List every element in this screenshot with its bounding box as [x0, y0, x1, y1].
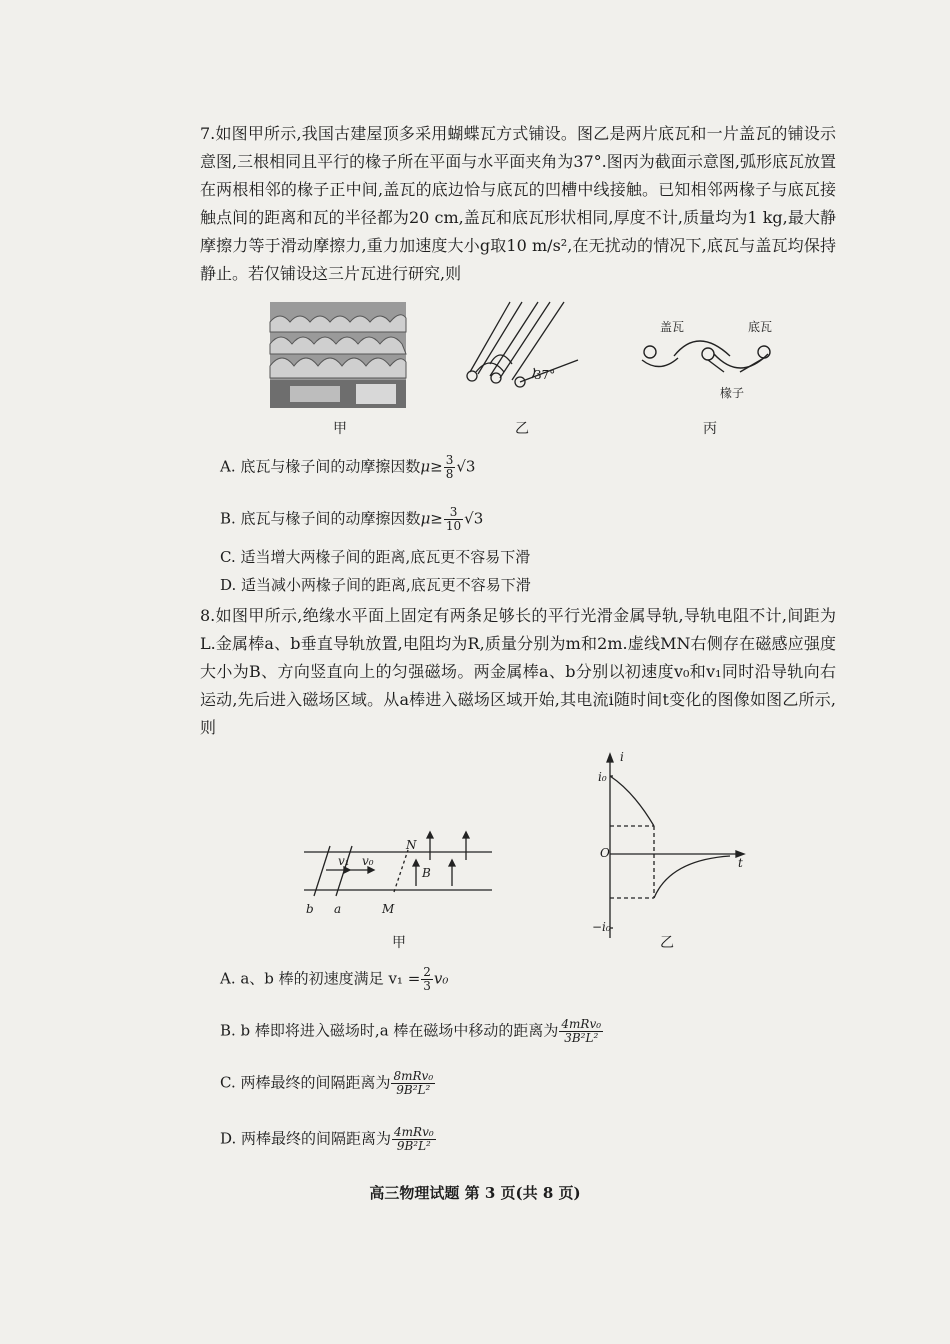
figure-8-jia-caption: 甲	[392, 935, 406, 951]
question-7-option-b: B. 底瓦与椽子间的动摩擦因数μ≥ $\frac{3}{10}$ √3	[220, 505, 484, 533]
question-8-option-b: B. b 棒即将进入磁场时,a 棒在磁场中移动的距离为 $\frac{\text{4mRv₀}}{\text{3B²L²}}$	[220, 1017, 602, 1045]
figure-8-label-m: M	[382, 902, 395, 916]
figure-7-yi-caption: 乙	[515, 421, 529, 437]
figure-8-label-b-rod: b	[306, 902, 314, 916]
figure-7-yi-angle: 37°	[534, 368, 556, 382]
figure-7-bing-diwa-label: 底瓦	[748, 320, 773, 334]
question-7-option-c: C. 适当增大两椽子间的距离,底瓦更不容易下滑	[220, 548, 531, 566]
question-7-option-a: A. 底瓦与椽子间的动摩擦因数μ≥ $\frac{3}{8}$ √3	[220, 453, 476, 481]
figure-8-label-v1: v₁	[338, 854, 350, 868]
question-7-text: 如图甲所示,我国古建屋顶多采用蝴蝶瓦方式铺设。图乙是两片底瓦和一片盖瓦的铺设示意图,三根相同且平行的椽子所在平面与水平面夹角为37°.图丙为截面示意图,弧形底瓦放置在两根相邻的椽子正中间,盖瓦的底边恰与底瓦的凹槽中线接触。已知相邻两椽子与底瓦接触点间的距离和瓦的半径都为20 cm,盖瓦和底瓦形状相同,厚度不计,质量均为1 kg,最大静摩擦力等于滑动摩擦力,重力加速度大小g取10 m/s²,在无扰动的情况下,底瓦与盖瓦均保持静止。若仅铺设这三片瓦进行研究,则	[200, 124, 836, 283]
figure-7-yi-diagram	[460, 302, 580, 392]
fraction: $\frac{2}{3}$	[423, 965, 431, 993]
figure-8-label-i0: i₀	[598, 770, 607, 784]
page-footer: 高三物理试题 第 3 页(共 8 页)	[369, 1184, 581, 1202]
figure-7-bing-gaiwa-label: 盖瓦	[660, 320, 685, 334]
figure-7-bing-diagram	[640, 330, 780, 380]
question-7-option-d: D. 适当减小两椽子间的距离,底瓦更不容易下滑	[220, 576, 531, 594]
figure-8-label-neg-i0: −i₀	[592, 920, 611, 934]
figure-8-label-b-field: B	[422, 866, 431, 880]
question-8-option-a: A. a、b 棒的初速度满足 v₁ = $\frac{2}{3}$ v₀	[220, 965, 449, 993]
figure-7-bing-caption: 丙	[703, 421, 717, 437]
figure-8-origin: O	[600, 846, 610, 860]
fraction: $\frac{\text{4mRv₀}}{\text{3B²L²}}$	[561, 1017, 602, 1045]
fraction: $\frac{3}{8}$	[445, 453, 454, 481]
figure-8-label-n: N	[406, 838, 417, 852]
figure-8-label-v0: v₀	[362, 854, 374, 868]
figure-8-axis-t: t	[738, 856, 743, 870]
fraction: $\frac{\text{8mRv₀}}{\text{9B²L²}}$	[393, 1069, 434, 1097]
figure-8-label-a-rod: a	[334, 902, 342, 916]
question-7-number: 7.	[200, 124, 216, 143]
figure-8-yi-graph	[590, 752, 750, 942]
question-7	[200, 120, 836, 288]
figure-8-axis-i: i	[620, 750, 624, 764]
figure-7-bing-chuanzi-label: 椽子	[720, 386, 745, 400]
question-8	[200, 602, 836, 742]
figure-7-jia-caption: 甲	[333, 421, 347, 437]
figure-7-jia-photo	[270, 302, 406, 408]
question-8-option-d: D. 两棒最终的间隔距离为 $\frac{\text{4mRv₀}}{\text{9B²L²}}$	[220, 1125, 434, 1153]
fraction: $\frac{\text{4mRv₀}}{\text{9B²L²}}$	[394, 1125, 434, 1153]
fraction: $\frac{3}{10}$	[445, 505, 462, 533]
question-8-number: 8.	[200, 606, 216, 625]
figure-8-yi-caption: 乙	[660, 935, 674, 951]
figure-8-jia-diagram	[300, 830, 500, 900]
question-8-option-c: C. 两棒最终的间隔距离为 $\frac{\text{8mRv₀}}{\text{9B²L²}}$	[220, 1069, 434, 1097]
question-8-text: 如图甲所示,绝缘水平面上固定有两条足够长的平行光滑金属导轨,导轨电阻不计,间距为L.金属棒a、b垂直导轨放置,电阻均为R,质量分别为m和2m.虚线MN右侧存在磁感应强度大小为B、方向竖直向上的匀强磁场。两金属棒a、b分别以初速度v₀和v₁同时沿导轨向右运动,先后进入磁场区域。从a棒进入磁场区域开始,其电流i随时间t变化的图像如图乙所示,则	[200, 606, 836, 737]
